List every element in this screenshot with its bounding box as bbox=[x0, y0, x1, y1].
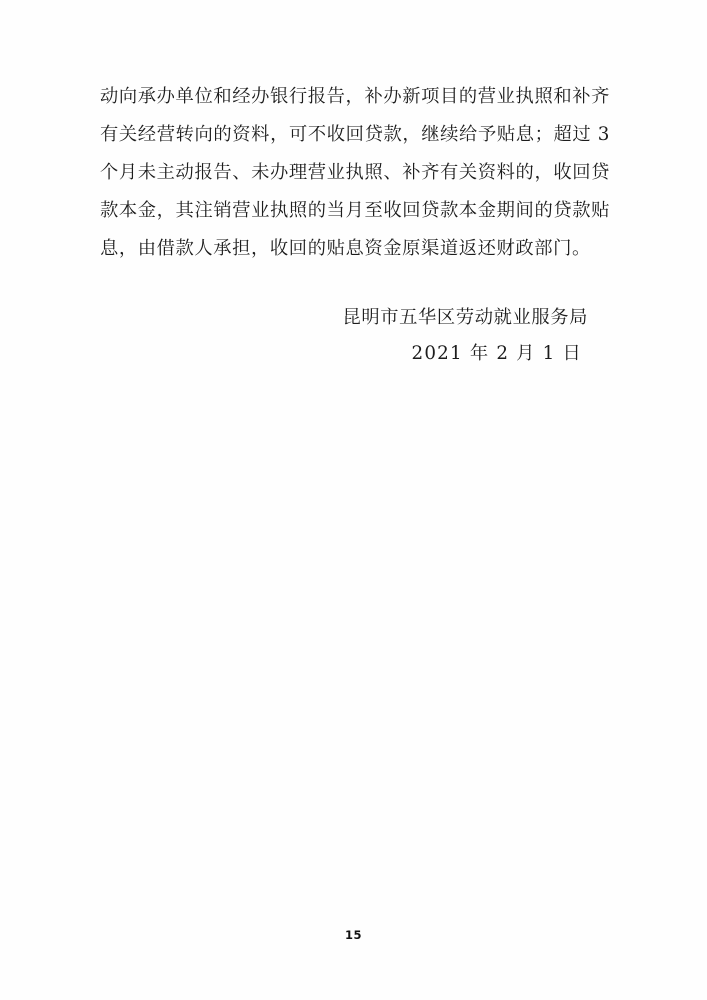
page-number: 15 bbox=[344, 928, 362, 942]
signature-organization: 昆明市五华区劳动就业服务局 bbox=[342, 307, 588, 328]
signature-block bbox=[100, 300, 610, 372]
document-content bbox=[100, 78, 610, 372]
signature-date: 2021 年 2 月 1 日 bbox=[411, 343, 582, 364]
body-paragraph: 动向承办单位和经办银行报告，补办新项目的营业执照和补齐有关经营转向的资料，可不收回贷款，继续给予贴息；超过 3 个月未主动报告、未办理营业执照、补齐有关资料的，收回贷款本金，其注销营业执照的当月至收回贷款本金期间的贷款贴息，由借款人承担，收回的贴息资金原渠道返还财政部门。 bbox=[100, 86, 610, 259]
